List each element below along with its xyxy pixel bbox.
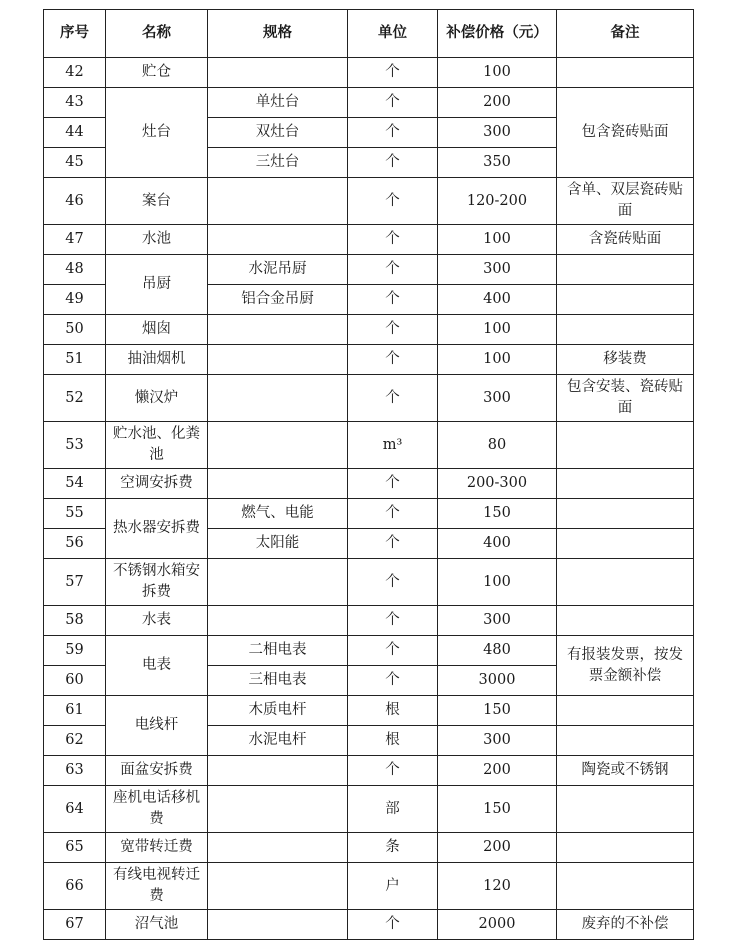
cell-spec xyxy=(208,178,348,225)
cell-name: 面盆安拆费 xyxy=(106,756,208,786)
cell-spec: 水泥电杆 xyxy=(208,726,348,756)
table-row xyxy=(44,375,694,422)
cell-spec: 燃气、电能 xyxy=(208,499,348,529)
cell-note xyxy=(557,559,694,606)
cell-seq: 51 xyxy=(44,345,106,375)
cell-unit: 个 xyxy=(348,756,438,786)
compensation-table xyxy=(43,9,694,940)
cell-name: 座机电话移机费 xyxy=(106,786,208,833)
cell-spec: 木质电杆 xyxy=(208,696,348,726)
cell-unit: 个 xyxy=(348,285,438,315)
cell-price: 200 xyxy=(438,756,557,786)
cell-price: 80 xyxy=(438,422,557,469)
cell-name: 吊厨 xyxy=(106,255,208,315)
cell-spec xyxy=(208,863,348,910)
cell-name: 电表 xyxy=(106,636,208,696)
cell-unit: 个 xyxy=(348,315,438,345)
header-spec: 规格 xyxy=(208,10,348,58)
cell-note: 含瓷砖贴面 xyxy=(557,225,694,255)
cell-unit: 个 xyxy=(348,666,438,696)
cell-name: 有线电视转迁费 xyxy=(106,863,208,910)
header-row xyxy=(44,10,694,58)
cell-price: 150 xyxy=(438,499,557,529)
cell-note: 废弃的不补偿 xyxy=(557,910,694,940)
cell-spec xyxy=(208,469,348,499)
cell-seq: 65 xyxy=(44,833,106,863)
cell-unit: 个 xyxy=(348,636,438,666)
cell-spec: 双灶台 xyxy=(208,118,348,148)
cell-price: 300 xyxy=(438,255,557,285)
cell-price: 200 xyxy=(438,833,557,863)
cell-spec xyxy=(208,786,348,833)
cell-note xyxy=(557,285,694,315)
cell-price: 480 xyxy=(438,636,557,666)
table-row xyxy=(44,315,694,345)
cell-price: 100 xyxy=(438,315,557,345)
cell-spec xyxy=(208,315,348,345)
cell-spec: 水泥吊厨 xyxy=(208,255,348,285)
cell-spec xyxy=(208,833,348,863)
cell-price: 200 xyxy=(438,88,557,118)
cell-unit: 个 xyxy=(348,375,438,422)
cell-price: 100 xyxy=(438,58,557,88)
cell-price: 200-300 xyxy=(438,469,557,499)
cell-spec: 太阳能 xyxy=(208,529,348,559)
table-row xyxy=(44,499,694,529)
header-seq: 序号 xyxy=(44,10,106,58)
cell-price: 150 xyxy=(438,696,557,726)
cell-spec: 三灶台 xyxy=(208,148,348,178)
cell-seq: 42 xyxy=(44,58,106,88)
cell-spec xyxy=(208,606,348,636)
cell-seq: 43 xyxy=(44,88,106,118)
cell-seq: 67 xyxy=(44,910,106,940)
cell-price: 150 xyxy=(438,786,557,833)
cell-unit: 个 xyxy=(348,225,438,255)
cell-price: 3000 xyxy=(438,666,557,696)
cell-name: 水池 xyxy=(106,225,208,255)
cell-name: 不锈钢水箱安拆费 xyxy=(106,559,208,606)
cell-unit: 个 xyxy=(348,910,438,940)
cell-seq: 57 xyxy=(44,559,106,606)
cell-unit: 个 xyxy=(348,88,438,118)
cell-seq: 53 xyxy=(44,422,106,469)
cell-seq: 50 xyxy=(44,315,106,345)
cell-price: 100 xyxy=(438,225,557,255)
table-row xyxy=(44,255,694,285)
cell-seq: 45 xyxy=(44,148,106,178)
cell-note xyxy=(557,529,694,559)
cell-spec: 三相电表 xyxy=(208,666,348,696)
table-row xyxy=(44,636,694,666)
cell-unit: 个 xyxy=(348,178,438,225)
table-row xyxy=(44,786,694,833)
cell-note xyxy=(557,833,694,863)
cell-note xyxy=(557,255,694,285)
cell-unit: 个 xyxy=(348,529,438,559)
cell-note xyxy=(557,58,694,88)
cell-seq: 54 xyxy=(44,469,106,499)
table-row xyxy=(44,345,694,375)
cell-spec: 铝合金吊厨 xyxy=(208,285,348,315)
cell-seq: 49 xyxy=(44,285,106,315)
cell-seq: 58 xyxy=(44,606,106,636)
header-note: 备注 xyxy=(557,10,694,58)
cell-note: 有报装发票，按发票金额补偿 xyxy=(557,636,694,696)
cell-note xyxy=(557,422,694,469)
cell-price: 100 xyxy=(438,559,557,606)
table-row xyxy=(44,469,694,499)
cell-unit: 个 xyxy=(348,559,438,606)
table-row xyxy=(44,422,694,469)
cell-seq: 48 xyxy=(44,255,106,285)
cell-seq: 66 xyxy=(44,863,106,910)
cell-note xyxy=(557,786,694,833)
cell-spec xyxy=(208,422,348,469)
table-row xyxy=(44,88,694,118)
cell-spec xyxy=(208,559,348,606)
cell-note xyxy=(557,315,694,345)
cell-price: 300 xyxy=(438,375,557,422)
cell-spec xyxy=(208,375,348,422)
cell-name: 热水器安拆费 xyxy=(106,499,208,559)
cell-seq: 47 xyxy=(44,225,106,255)
cell-note xyxy=(557,606,694,636)
table-row xyxy=(44,910,694,940)
cell-unit: 根 xyxy=(348,696,438,726)
cell-name: 空调安拆费 xyxy=(106,469,208,499)
table-row xyxy=(44,833,694,863)
header-price: 补偿价格（元） xyxy=(438,10,557,58)
table-row xyxy=(44,696,694,726)
cell-spec: 单灶台 xyxy=(208,88,348,118)
cell-name: 贮仓 xyxy=(106,58,208,88)
cell-name: 灶台 xyxy=(106,88,208,178)
cell-name: 沼气池 xyxy=(106,910,208,940)
cell-name: 贮水池、化粪池 xyxy=(106,422,208,469)
table-row xyxy=(44,863,694,910)
cell-price: 400 xyxy=(438,529,557,559)
cell-note: 包含瓷砖贴面 xyxy=(557,88,694,178)
cell-note xyxy=(557,863,694,910)
cell-seq: 44 xyxy=(44,118,106,148)
cell-note: 陶瓷或不锈钢 xyxy=(557,756,694,786)
cell-unit: 条 xyxy=(348,833,438,863)
cell-seq: 60 xyxy=(44,666,106,696)
cell-name: 案台 xyxy=(106,178,208,225)
cell-seq: 64 xyxy=(44,786,106,833)
cell-note xyxy=(557,696,694,726)
cell-seq: 62 xyxy=(44,726,106,756)
header-name: 名称 xyxy=(106,10,208,58)
cell-price: 300 xyxy=(438,606,557,636)
cell-seq: 55 xyxy=(44,499,106,529)
cell-name: 宽带转迁费 xyxy=(106,833,208,863)
cell-unit: 根 xyxy=(348,726,438,756)
cell-price: 100 xyxy=(438,345,557,375)
cell-unit: 个 xyxy=(348,469,438,499)
cell-spec xyxy=(208,58,348,88)
cell-price: 300 xyxy=(438,118,557,148)
cell-seq: 46 xyxy=(44,178,106,225)
cell-spec xyxy=(208,225,348,255)
cell-spec xyxy=(208,910,348,940)
cell-unit: 个 xyxy=(348,345,438,375)
cell-note: 包含安装、瓷砖贴面 xyxy=(557,375,694,422)
cell-price: 120 xyxy=(438,863,557,910)
cell-unit: m³ xyxy=(348,422,438,469)
cell-note xyxy=(557,499,694,529)
table-row xyxy=(44,559,694,606)
cell-name: 电线杆 xyxy=(106,696,208,756)
cell-seq: 63 xyxy=(44,756,106,786)
cell-spec xyxy=(208,345,348,375)
cell-name: 抽油烟机 xyxy=(106,345,208,375)
cell-unit: 个 xyxy=(348,606,438,636)
cell-unit: 个 xyxy=(348,255,438,285)
cell-seq: 56 xyxy=(44,529,106,559)
cell-price: 350 xyxy=(438,148,557,178)
table-row xyxy=(44,225,694,255)
table-row xyxy=(44,756,694,786)
cell-price: 120-200 xyxy=(438,178,557,225)
cell-seq: 59 xyxy=(44,636,106,666)
table-row xyxy=(44,606,694,636)
cell-note: 含单、双层瓷砖贴面 xyxy=(557,178,694,225)
cell-name: 懒汉炉 xyxy=(106,375,208,422)
header-unit: 单位 xyxy=(348,10,438,58)
table-row xyxy=(44,58,694,88)
cell-seq: 61 xyxy=(44,696,106,726)
cell-unit: 个 xyxy=(348,118,438,148)
cell-unit: 部 xyxy=(348,786,438,833)
cell-unit: 户 xyxy=(348,863,438,910)
cell-price: 300 xyxy=(438,726,557,756)
cell-unit: 个 xyxy=(348,148,438,178)
table-row xyxy=(44,178,694,225)
cell-unit: 个 xyxy=(348,499,438,529)
cell-unit: 个 xyxy=(348,58,438,88)
cell-price: 400 xyxy=(438,285,557,315)
cell-name: 水表 xyxy=(106,606,208,636)
cell-note xyxy=(557,726,694,756)
cell-spec: 二相电表 xyxy=(208,636,348,666)
cell-spec xyxy=(208,756,348,786)
cell-note: 移装费 xyxy=(557,345,694,375)
cell-price: 2000 xyxy=(438,910,557,940)
cell-name: 烟囱 xyxy=(106,315,208,345)
cell-seq: 52 xyxy=(44,375,106,422)
cell-note xyxy=(557,469,694,499)
